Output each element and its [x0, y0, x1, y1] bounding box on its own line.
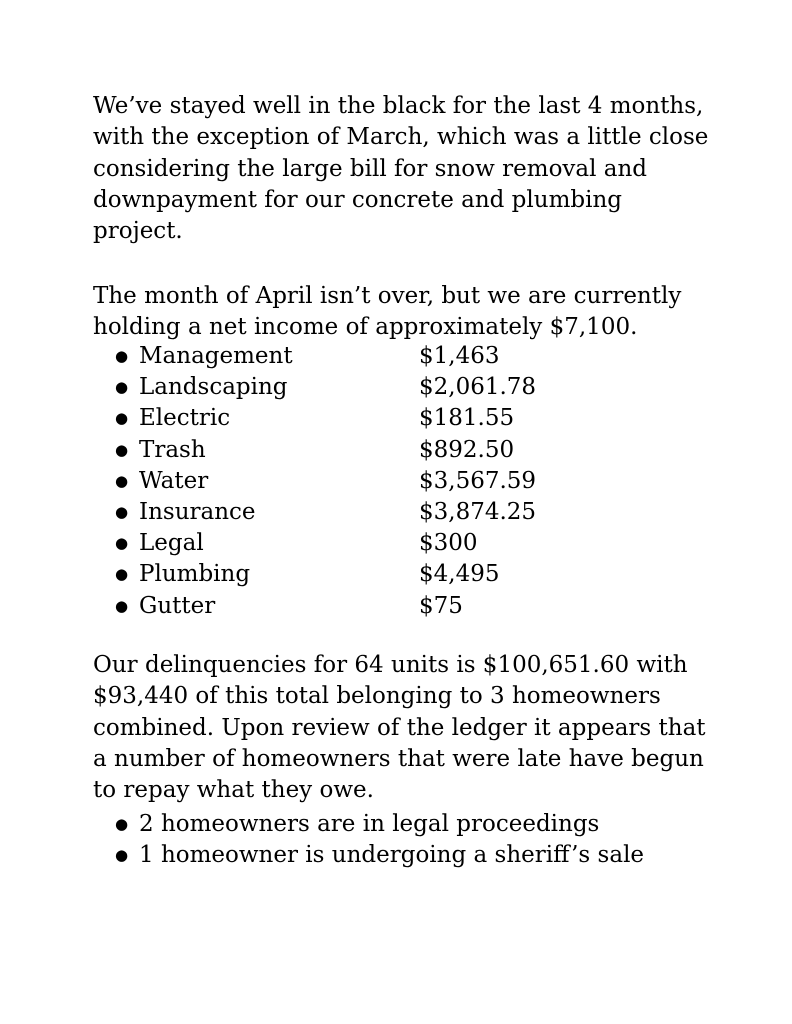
list-item-expense [0, 403, 792, 434]
list-item-expense [0, 435, 792, 466]
list-item-expense [0, 466, 792, 497]
expense-label: Gutter [139, 592, 216, 619]
paragraph-line: Our delinquencies for 64 units is $100,651.60 with [93, 652, 688, 678]
bullet-icon: ● [115, 565, 129, 584]
bullet-icon: ● [115, 596, 129, 615]
paragraph-delinquencies [93, 650, 706, 806]
bullet-icon: ● [115, 440, 129, 459]
expense-amount: $3,567.59 [419, 467, 537, 494]
list-item-note [0, 840, 792, 871]
bullet-icon: ● [115, 534, 129, 553]
expense-label: Electric [139, 405, 231, 432]
expense-amount: $3,874.25 [419, 498, 537, 525]
paragraph-line: $93,440 of this total belonging to 3 homeowners [93, 683, 661, 710]
expense-amount: $75 [419, 592, 463, 619]
paragraph-line: downpayment for our concrete and plumbing [93, 186, 622, 213]
expense-label: Trash [139, 436, 206, 463]
paragraph-line: with the exception of March, which was a little close [93, 124, 709, 151]
expense-label: Landscaping [139, 374, 288, 401]
paragraph-line: combined. Upon review of the ledger it appears that [93, 714, 706, 741]
list-item-expense [0, 341, 792, 372]
paragraph-line: to repay what they owe. [93, 777, 374, 804]
list-item-expense [0, 559, 792, 590]
paragraph-financial-summary [93, 91, 708, 247]
expense-list [0, 341, 792, 622]
expense-label: Management [139, 343, 293, 369]
expense-amount: $300 [419, 530, 478, 557]
bullet-icon: ● [115, 378, 129, 397]
bullet-icon: ● [115, 471, 129, 490]
expense-label: Insurance [139, 498, 256, 525]
bullet-icon: ● [115, 347, 129, 365]
paragraph-line: The month of April isn’t over, but we are currently [93, 283, 682, 309]
expense-amount: $1,463 [419, 343, 500, 369]
list-item-note [0, 809, 792, 840]
note-text: 1 homeowner is undergoing a sheriff’s sale [139, 842, 645, 869]
paragraph-line: holding a net income of approximately $7,100. [93, 314, 638, 341]
bullet-icon: ● [115, 815, 129, 833]
expense-label: Legal [139, 530, 204, 557]
paragraph-line: a number of homeowners that were late have begun [93, 745, 704, 772]
bullet-icon: ● [115, 846, 129, 865]
expense-label: Water [139, 467, 209, 494]
list-item-expense [0, 372, 792, 403]
bullet-icon: ● [115, 409, 129, 428]
paragraph-line: considering the large bill for snow removal and [93, 155, 648, 182]
expense-label: Plumbing [139, 561, 251, 588]
paragraph-april-income [93, 281, 681, 344]
expense-amount: $892.50 [419, 436, 515, 463]
expense-amount: $181.55 [419, 405, 515, 432]
list-item-expense [0, 497, 792, 528]
list-item-expense [0, 528, 792, 559]
list-item-expense [0, 591, 792, 622]
note-text: 2 homeowners are in legal proceedings [139, 811, 600, 837]
paragraph-line: project. [93, 218, 183, 245]
bullet-icon: ● [115, 502, 129, 521]
homeowner-status-list [0, 809, 792, 871]
expense-amount: $4,495 [419, 561, 500, 588]
expense-amount: $2,061.78 [419, 374, 537, 401]
paragraph-line: We’ve stayed well in the black for the last 4 months, [93, 93, 704, 119]
